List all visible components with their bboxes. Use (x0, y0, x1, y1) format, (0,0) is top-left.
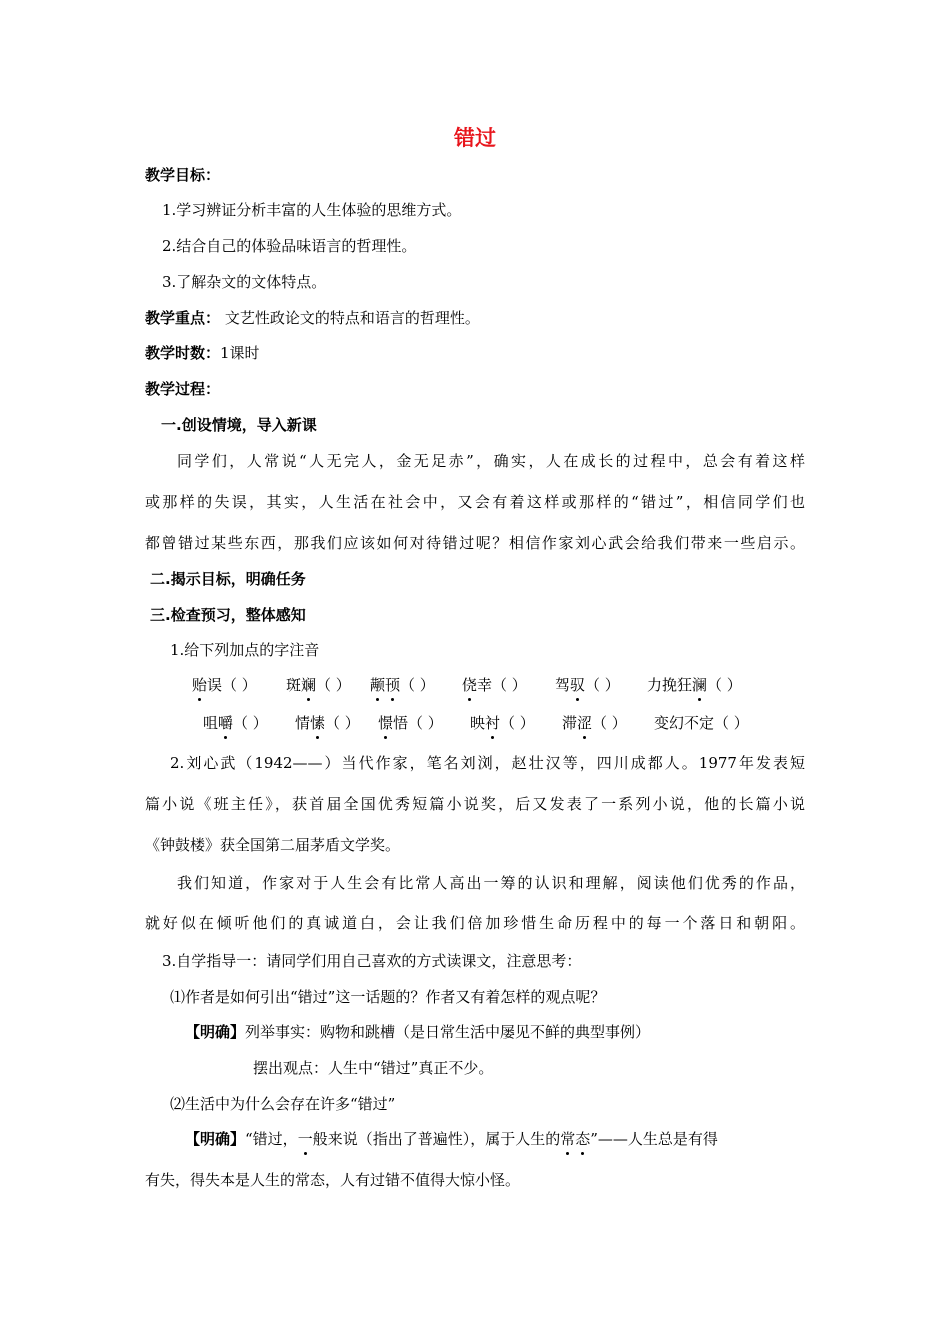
plain-char: 咀 (203, 714, 219, 732)
focus-text: 文艺性政论文的特点和语言的哲理性。 (224, 309, 480, 327)
objective-2: 2.结合自己的体验品味语言的哲理性。 (162, 237, 417, 255)
q1-row2-item-5 (562, 712, 627, 734)
q1-row2-item-6 (654, 712, 749, 734)
section2-heading: 二.揭示目标，明确任务 (150, 570, 306, 588)
q3-answer-2 (185, 1128, 805, 1150)
answer-blank: （ ） (222, 676, 257, 694)
q2-line-1: 2.刘心武（1942——）当代作家，笔名刘浏，赵壮汉等，四川成都人。1977年发表短 (170, 754, 805, 772)
q3-sub-1: ⑴作者是如何引出“错过”这一话题的？作者又有着怎样的观点呢？ (170, 988, 606, 1006)
plain-char: 幸 (477, 676, 493, 694)
dotted-char: 嚼 (218, 714, 234, 732)
q3-sub-2: ⑵生活中为什么会存在许多“错过” (170, 1095, 396, 1113)
para-line-2: 就好似在倾听他们的真诚道白，会让我们倍加珍惜生命历程中的每一个落日和朝阳。 (145, 914, 805, 932)
answer-blank: （ ） (592, 714, 627, 732)
q1-label: 1.给下列加点的字注音 (170, 641, 320, 659)
page-title: 错过 (454, 126, 496, 150)
hours-label: 教学时数： (145, 344, 221, 362)
plain-char: 斑 (286, 676, 302, 694)
answer-blank: （ ） (400, 676, 435, 694)
dotted-char: 贻 (192, 676, 208, 694)
plain-char: 力挽狂 (647, 676, 693, 694)
objectives-heading: 教学目标： (145, 166, 221, 184)
dotted-char: 一 (297, 1130, 313, 1148)
q1-row2-item-2 (295, 712, 360, 734)
dotted-char: 衬 (485, 714, 501, 732)
q1-row1-item-4 (462, 674, 527, 696)
q1-row1-item-1 (192, 674, 257, 696)
dotted-char: 澜 (692, 676, 708, 694)
answer-blank: （ ） (316, 676, 351, 694)
q1-row1-item-5 (555, 674, 620, 696)
q2-line-3: 《钟鼓楼》获全国第二届茅盾文学奖。 (145, 836, 401, 854)
plain-char: 悟 (393, 714, 409, 732)
answer-blank: （ ） (585, 676, 620, 694)
answer-text: （指出了普遍性），属于人生的 (357, 1130, 561, 1148)
answer-blank: （ ） (408, 714, 443, 732)
q3-answer-1 (185, 1021, 650, 1043)
objective-1: 1.学习辨证分析丰富的人生体验的思维方式。 (162, 201, 462, 219)
q2-line-2: 篇小说《班主任》，获首届全国优秀短篇小说奖，后又发表了一系列小说，他的长篇小说 (145, 795, 805, 813)
plain-char: 映 (470, 714, 486, 732)
dotted-char: 憬 (378, 714, 394, 732)
answer-text: ”——人生总是有得 (590, 1130, 718, 1148)
plain-char: 误 (207, 676, 223, 694)
answer-blank: （ ） (714, 714, 749, 732)
q1-row2-item-3 (378, 712, 443, 734)
hours-line (145, 342, 260, 364)
answer-text: 列举事实：购物和跳槽（是日常生活中屡见不鲜的典型事例） (245, 1023, 651, 1041)
answer-blank: （ ） (492, 676, 527, 694)
q1-row1-item-6 (647, 674, 742, 696)
dotted-char: 态 (575, 1130, 591, 1148)
dotted-char: 颟 (370, 676, 386, 694)
dotted-char: 顸 (385, 676, 401, 694)
answer-text: “错过， (245, 1130, 298, 1148)
dotted-char: 驭 (570, 676, 586, 694)
q3-answer-1-line-2: 摆出观点：人生中“错过”真正不少。 (253, 1059, 494, 1077)
section1-heading: 一.创设情境，导入新课 (161, 416, 317, 434)
section1-line-2: 或那样的失误，其实，人生活在社会中，又会有着这样或那样的“错过”，相信同学们也 (145, 493, 805, 511)
section3-heading: 三.检查预习，整体感知 (150, 606, 306, 624)
answer-blank: （ ） (500, 714, 535, 732)
focus-line (145, 307, 480, 329)
answer-blank: （ ） (233, 714, 268, 732)
plain-char: 情 (295, 714, 311, 732)
dotted-char: 愫 (310, 714, 326, 732)
plain-char: 变幻不定 (654, 714, 715, 732)
q1-row1-item-2 (286, 674, 351, 696)
q3-label: 3.自学指导一：请同学们用自己喜欢的方式读课文，注意思考： (162, 952, 582, 970)
dotted-char: 涩 (577, 714, 593, 732)
plain-char: 驾 (555, 676, 571, 694)
answer-label: 【明确】 (185, 1130, 246, 1148)
answer-blank: （ ） (707, 676, 742, 694)
dotted-char: 侥 (462, 676, 478, 694)
dotted-char: 斓 (301, 676, 317, 694)
dotted-char: 常 (560, 1130, 576, 1148)
dotted-phrase: 一般来说 (297, 1130, 358, 1148)
section1-line-1: 同学们，人常说“人无完人，金无足赤”，确实，人在成长的过程中，总会有着这样 (177, 452, 805, 470)
q1-row2-item-1 (203, 712, 268, 734)
focus-colon: ： (205, 309, 221, 327)
answer-label: 【明确】 (185, 1023, 246, 1041)
answer-blank: （ ） (325, 714, 360, 732)
objective-3: 3.了解杂文的文体特点。 (162, 273, 327, 291)
focus-label: 教学重点 (145, 309, 206, 327)
hours-text: 1课时 (220, 344, 260, 362)
process-heading: 教学过程： (145, 380, 221, 398)
plain-char: 滞 (562, 714, 578, 732)
q1-row1-item-3 (370, 674, 435, 696)
dotted-phrase (560, 1130, 590, 1148)
section1-line-3: 都曾错过某些东西，那我们应该如何对待错过呢？相信作家刘心武会给我们带来一些启示。 (145, 534, 805, 552)
para-line-1: 我们知道，作家对于人生会有比常人高出一筹的认识和理解，阅读他们优秀的作品， (177, 874, 805, 892)
q3-answer-2-line-2: 有失，得失本是人生的常态，人有过错不值得大惊小怪。 (145, 1171, 521, 1189)
q1-row2-item-4 (470, 712, 535, 734)
